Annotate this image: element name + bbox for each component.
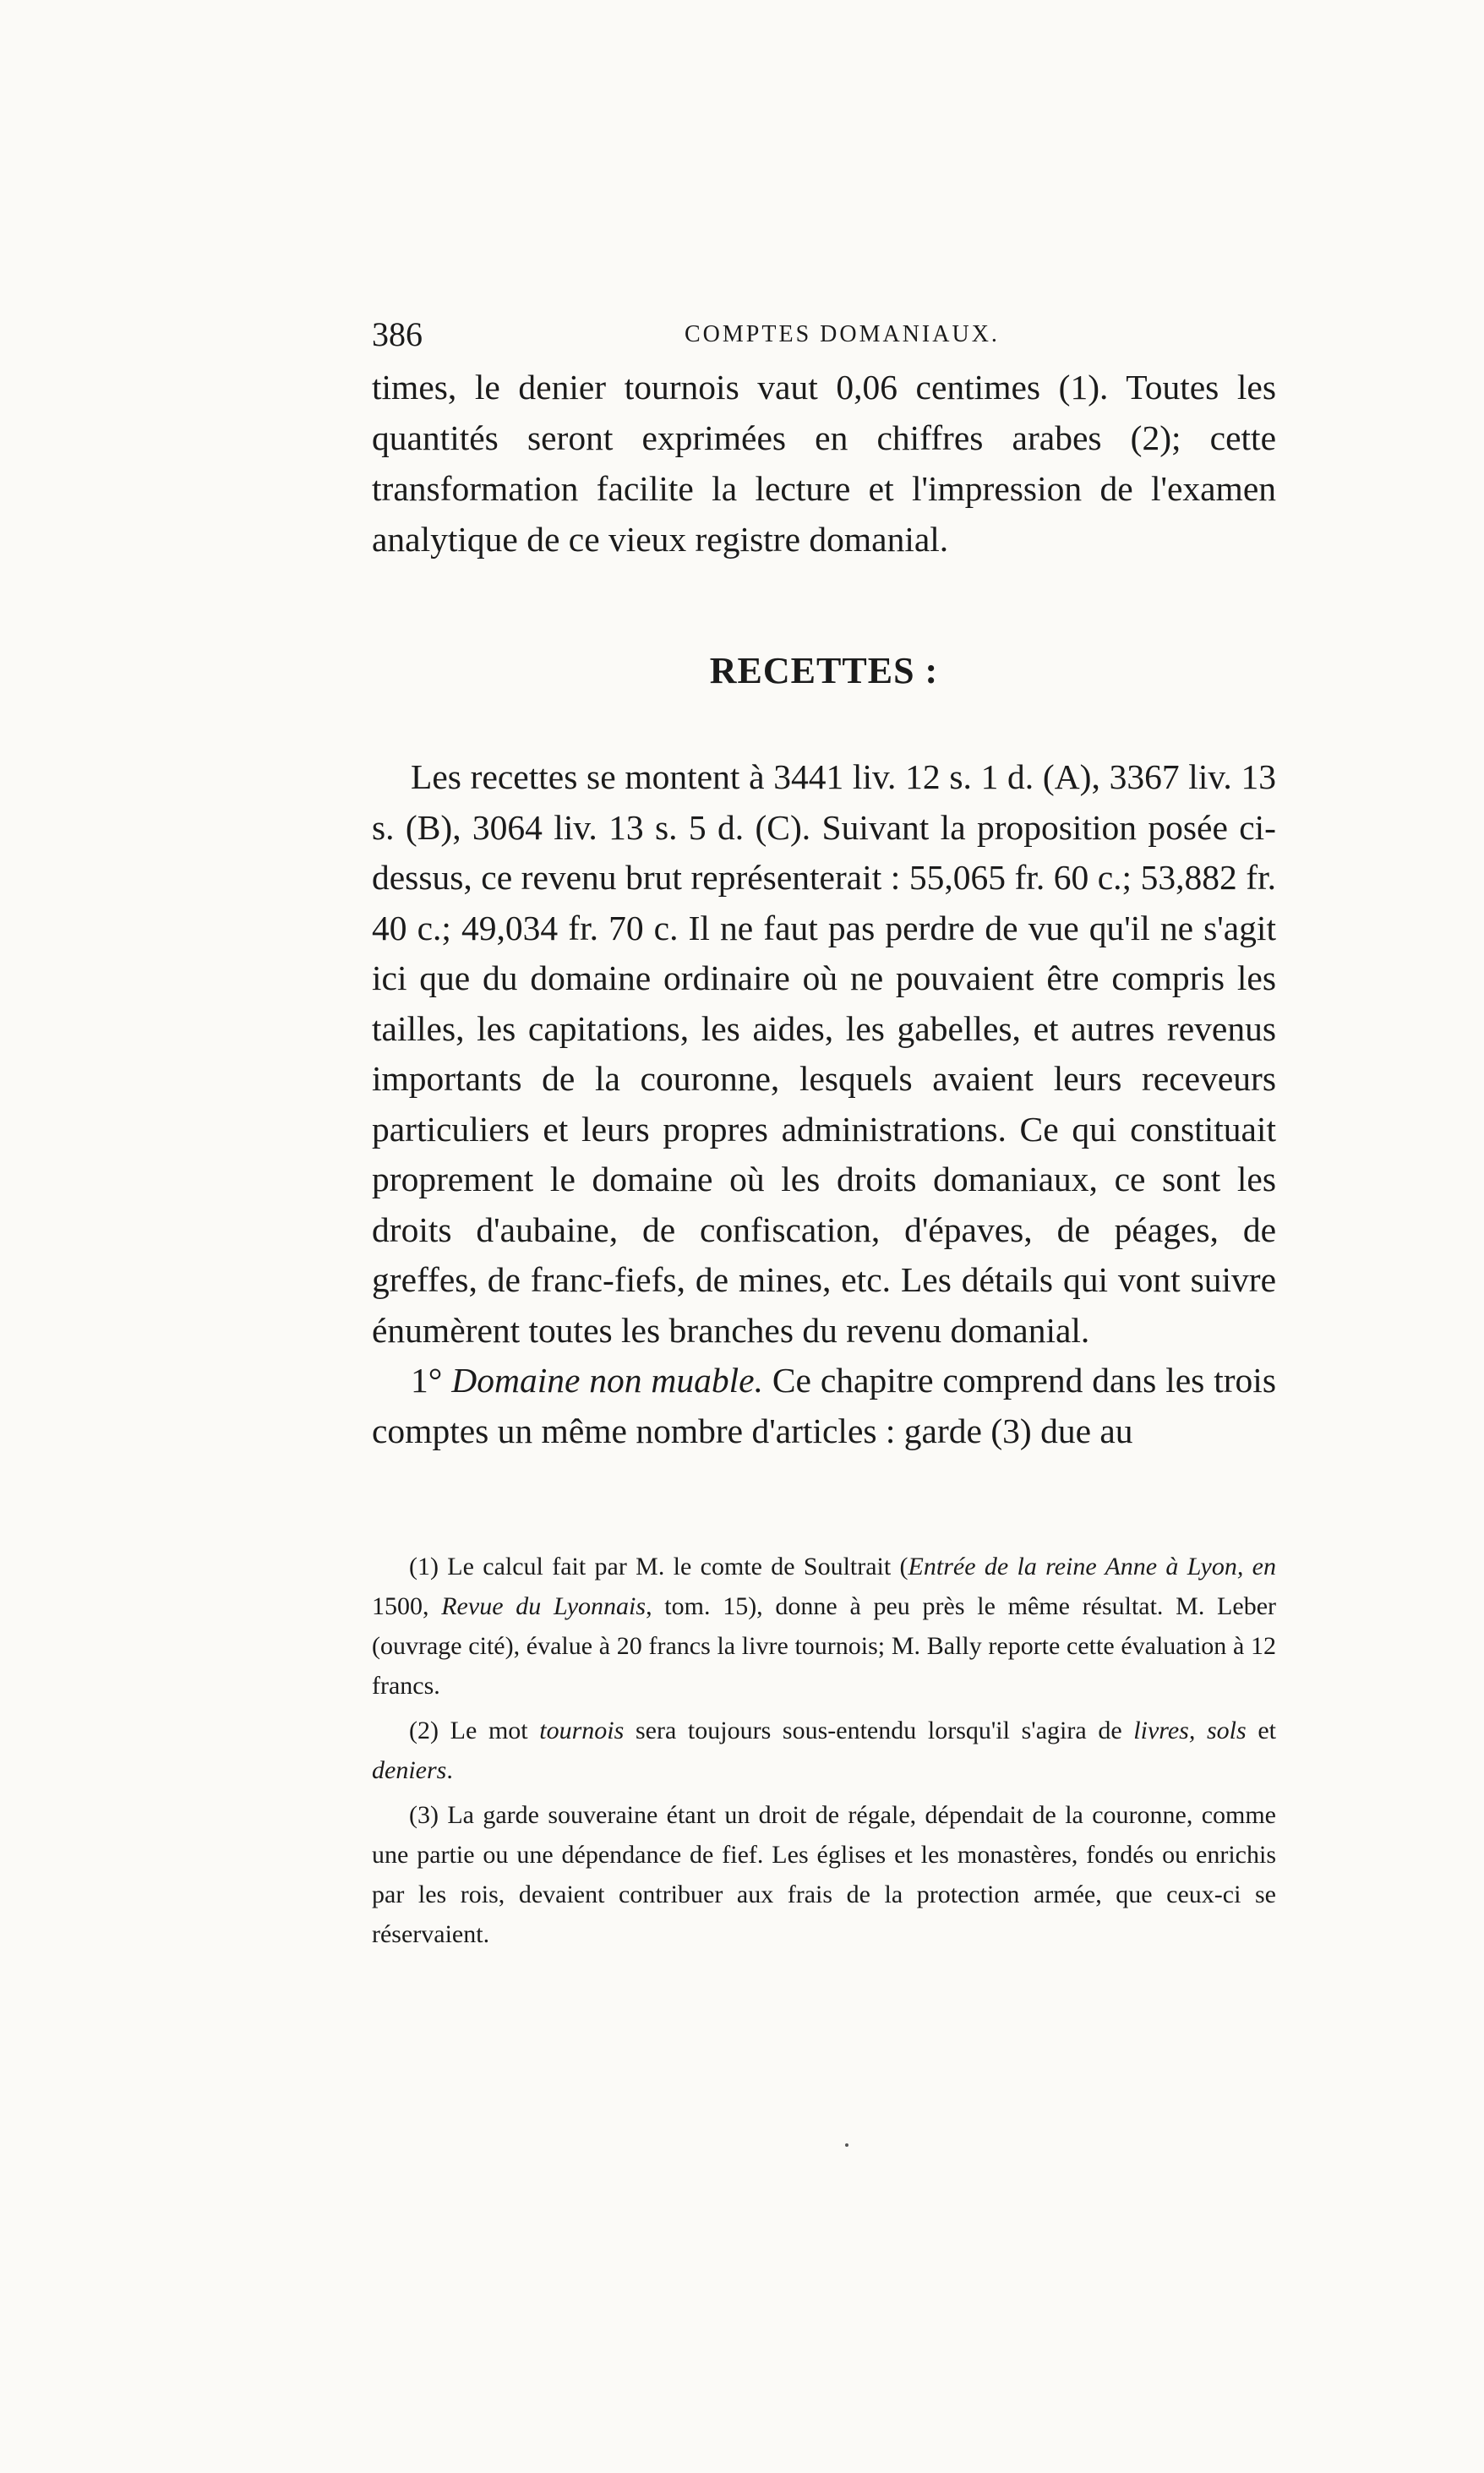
section-heading: RECETTES : <box>709 650 939 691</box>
footnotes <box>372 1547 1276 1959</box>
section-body <box>372 752 1276 1456</box>
footnote-number: (2) <box>409 1717 439 1744</box>
ink-speck <box>845 2143 848 2147</box>
footnote-text: Le mot <box>438 1717 540 1744</box>
intro-block <box>372 362 1276 565</box>
domaine-number: 1° <box>411 1361 452 1400</box>
recettes-paragraph: Les recettes se montent à 3441 liv. 12 s. 1 d. (A), 3367 liv. 13 s. (B), 3064 liv. 13 s. 5 d. (C). Suivant la proposition posée ci-dessus, ce revenu brut représenterait : 55,065 fr. 60 c.; 53,882 fr. 40 c.; 49,034 fr. 70 c. Il ne faut pas perdre de vue qu'il ne s'agit ici que du domaine ordinaire où ne pouvaient être compris les tailles, les capitations, les aides, les gabelles, et autres revenus importants de la couronne, lesquels avaient leurs receveurs particuliers et leurs propres administrations. Ce qui constituait proprement le domaine où les droits domaniaux, ce sont les droits d'aubaine, de confiscation, d'épaves, de péages, de greffes, de franc-fiefs, de mines, etc. Les détails qui vont suivre énumèrent toutes les branches du revenu domanial. <box>372 757 1276 1350</box>
footnote-text: . <box>446 1756 453 1784</box>
domaine-paragraph <box>372 1356 1276 1456</box>
page-header <box>372 314 1276 357</box>
footnote-3 <box>372 1795 1276 1954</box>
domaine-text: Ce chapitre comprend dans les trois comptes un même nombre d'articles : garde (3) due au <box>372 1361 1276 1450</box>
footnote-number: (3) <box>409 1801 439 1829</box>
footnote-text: La garde souveraine étant un droit de régale, dépendait de la couronne, comme une partie ou une dépendance de fief. Les églises et les monastères, fondés ou enrichis par les rois, devaient contribuer aux frais de la protection armée, que ceux-ci se réservaient. <box>372 1801 1276 1948</box>
running-title: COMPTES DOMANIAUX. <box>685 321 1000 347</box>
footnote-1 <box>372 1547 1276 1706</box>
footnote-number: (1) <box>409 1553 439 1580</box>
footnote-text: 1500, <box>372 1592 442 1620</box>
intro-paragraph: times, le denier tournois vaut 0,06 centimes (1). Toutes les quantités seront exprimées en chiffres arabes (2); cette transformation facilite la lecture et l'impression de l'examen analytique de ce vieux registre domanial. <box>372 368 1276 559</box>
footnote-italic: livres, sols <box>1133 1717 1247 1744</box>
footnote-text: sera toujours sous-entendu lorsqu'il s'agira de <box>624 1717 1134 1744</box>
footnote-2 <box>372 1711 1276 1790</box>
footnote-text: , tom. 15), donne à peu près le même résultat. M. Leber (ouvrage cité), évalue à 20 francs la livre tournois; M. Bally reporte cette évaluation à 12 francs. <box>372 1592 1277 1700</box>
page-number: 386 <box>372 315 423 353</box>
footnote-italic: tournois <box>539 1717 625 1744</box>
footnote-italic: Entrée de la reine Anne à Lyon, en <box>908 1553 1276 1580</box>
footnote-text: Le calcul fait par M. le comte de Soultrait ( <box>438 1553 908 1580</box>
domaine-title: Domaine non muable. <box>451 1361 763 1400</box>
book-page <box>372 0 1285 2473</box>
footnote-italic: deniers <box>372 1756 447 1784</box>
footnote-text: et <box>1246 1717 1276 1744</box>
footnote-italic: Revue du Lyonnais <box>441 1592 647 1620</box>
